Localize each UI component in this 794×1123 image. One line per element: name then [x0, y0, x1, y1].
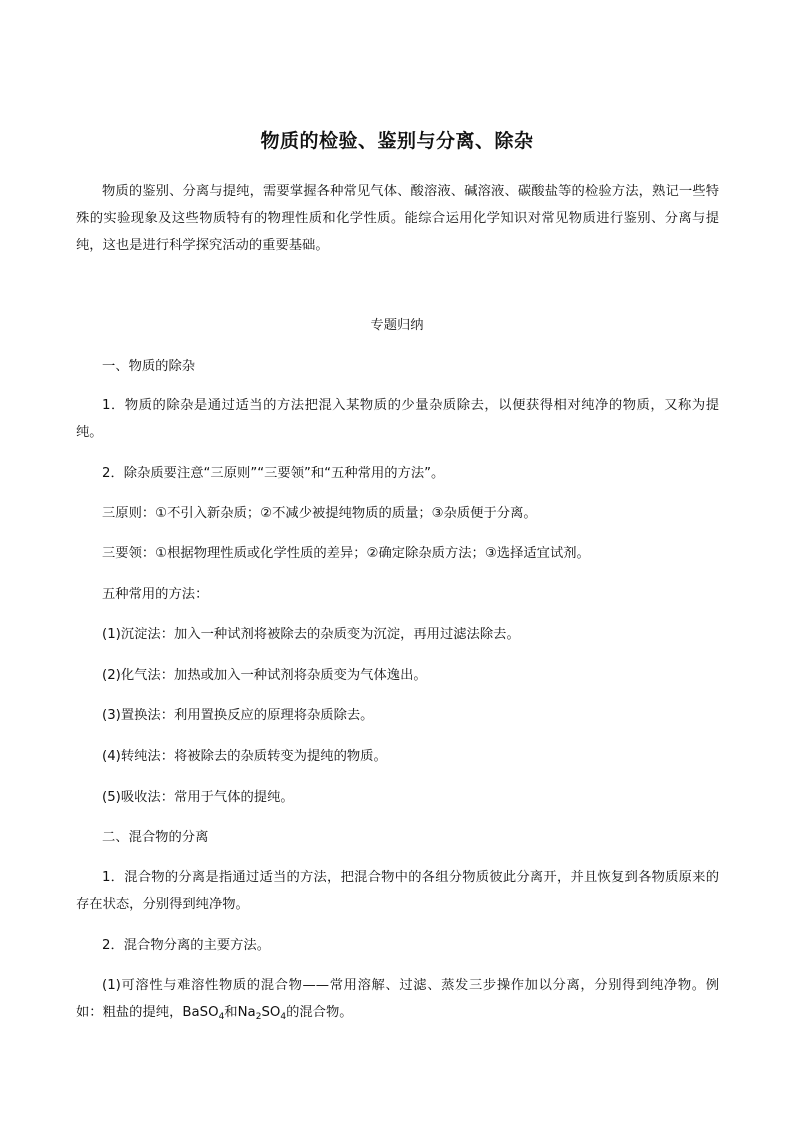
three-essentials: 三要领：①根据物理性质或化学性质的差异；②确定除杂质方法；③选择适宜试剂。	[102, 546, 590, 561]
part1-paragraph-2: 2．除杂质要注意“三原则”“三要领”和“五种常用的方法”。	[102, 466, 445, 481]
formula-na2so4: $Na_2SO_4$	[237, 1005, 287, 1022]
method-item: (1)沉淀法：加入一种试剂将被除去的杂质变为沉淀，再用过滤法除去。	[102, 627, 520, 642]
part2-paragraph-1: 1．混合物的分离是指通过适当的方法，把混合物中的各组分物质彼此分离开，并且恢复到各物质原来的存在状态，分别得到纯净物。	[76, 870, 719, 912]
part2-heading: 二、混合物的分离	[102, 830, 209, 845]
three-principles: 三原则：①不引入新杂质；②不减少被提纯物质的质量；③杂质便于分离。	[102, 506, 537, 521]
method-item: (4)转纯法：将被除去的杂质转变为提纯的物质。	[102, 749, 387, 764]
methods-heading: 五种常用的方法：	[102, 587, 209, 602]
section-heading: 专题归纳	[370, 318, 424, 333]
part2-paragraph-2: 2．混合物分离的主要方法。	[102, 938, 271, 953]
method-item: (5)吸收法：常用于气体的提纯。	[102, 790, 294, 805]
part1-paragraph-1: 1．物质的除杂是通过适当的方法把混入某物质的少量杂质除去，以便获得相对纯净的物质，又称为提纯。	[76, 398, 719, 440]
formula-baso4: BaSO$_4$	[182, 1005, 225, 1022]
method-item: (2)化气法：加热或加入一种试剂将杂质变为气体逸出。	[102, 668, 427, 683]
paragraph-text: (1)可溶性与难溶性物质的混合物——常用溶解、过滤、蒸发三步操作加以分离，分别得到纯净物。例如：粗盐的提纯，	[76, 978, 719, 1020]
part2-paragraph-3: (1)可溶性与难溶性物质的混合物——常用溶解、过滤、蒸发三步操作加以分离，分别得到纯净物。例如：粗盐的提纯，BaSO$_4$和$Na_2SO_4$的混合物。	[76, 978, 719, 1022]
page-title: 物质的检验、鉴别与分离、除杂	[260, 130, 534, 152]
method-item: (3)置换法：利用置换反应的原理将杂质除去。	[102, 708, 374, 723]
intro-paragraph: 物质的鉴别、分离与提纯，需要掌握各种常见气体、酸溶液、碱溶液、碳酸盐等的检验方法，熟记一些特殊的实验现象及这些物质特有的物理性质和化学性质。能综合运用化学知识对常见物质进行鉴别、分离与提纯，这也是进行科学探究活动的重要基础。	[76, 184, 719, 253]
part1-heading: 一、物质的除杂	[102, 359, 196, 374]
